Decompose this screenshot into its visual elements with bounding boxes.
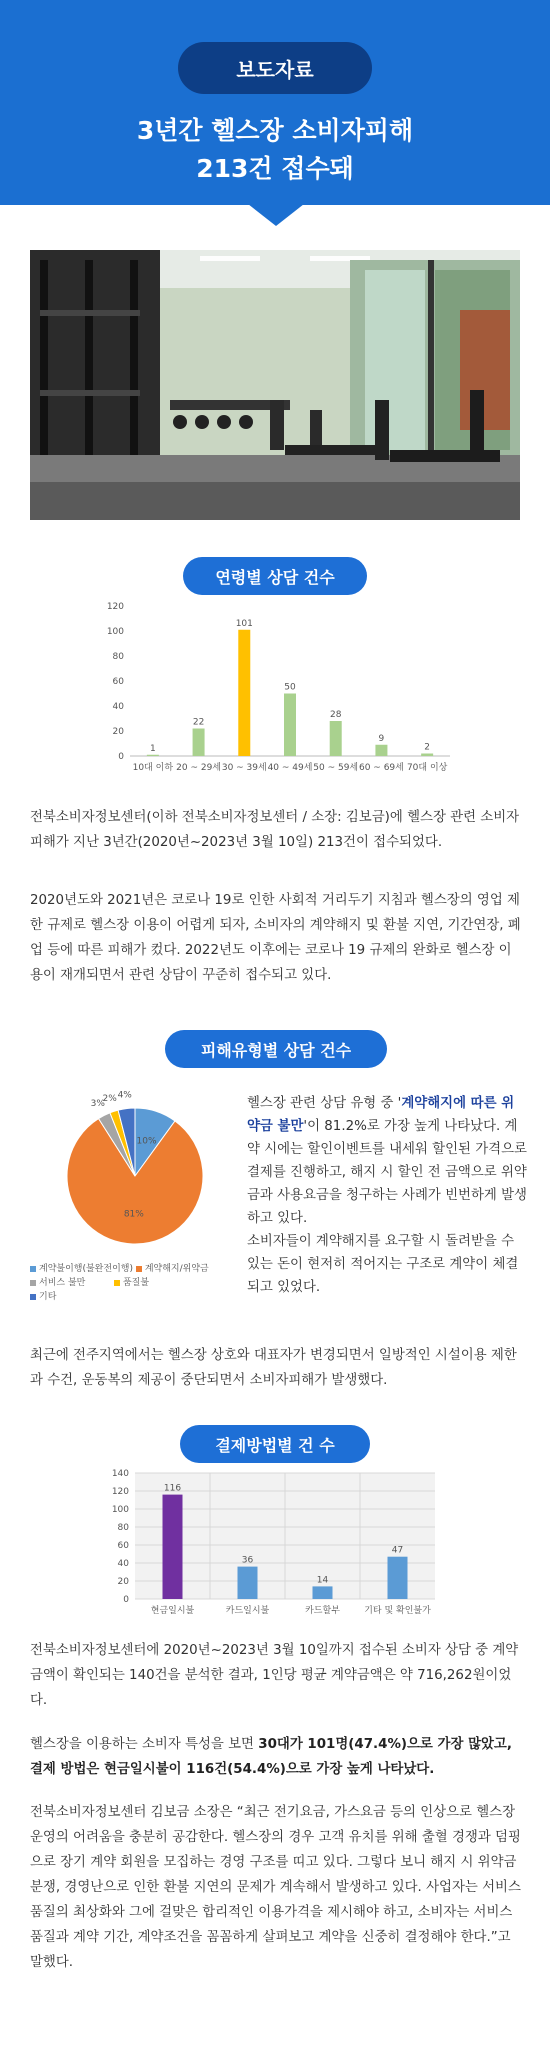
payment-bar-chart xyxy=(105,1467,445,1627)
data-label: 14 xyxy=(316,1575,329,1586)
y-tick-label: 60 xyxy=(117,1541,129,1551)
headline-line1: 3년간 헬스장 소비자피해 xyxy=(136,116,414,145)
hero-arrow xyxy=(248,204,304,226)
covid-paragraph: 2020년도와 2021년은 코로나 19로 인한 사회적 거리두기 지침과 헬스장의 영업 제한 규제로 헬스장 이용이 어렵게 되자, 소비자의 계약해지 및 환불 지연, 기간연장, 폐업 등에 따른 피해가 컸다. 2022년도 이후에는 코로나 19 규제의 완화로 헬스장 이용이 재개되면서 관련 상담이 꾸준히 접수되고 있다. xyxy=(30,893,521,983)
slice-label: 81% xyxy=(123,1209,144,1220)
bar xyxy=(193,729,205,757)
data-label: 1 xyxy=(149,743,156,754)
bar xyxy=(238,1567,258,1599)
x-tick-label: 20 ~ 29세 xyxy=(176,763,222,773)
data-label: 2 xyxy=(424,742,431,753)
jeonju-paragraph: 최근에 전주지역에서는 헬스장 상호와 대표자가 변경되면서 일방적인 시설이용 제한과 수건, 운동복의 제공이 중단되면서 소비자피해가 발생했다. xyxy=(30,1348,517,1388)
x-tick-label: 카드할부 xyxy=(305,1606,340,1616)
y-tick-label: 40 xyxy=(117,1559,129,1569)
y-tick-label: 100 xyxy=(111,1505,129,1515)
bar xyxy=(375,745,387,756)
y-tick-label: 0 xyxy=(123,1595,129,1605)
gym-photo xyxy=(30,250,520,520)
bar xyxy=(330,721,342,756)
x-tick-label: 50 ~ 59세 xyxy=(313,763,359,773)
data-label: 116 xyxy=(163,1483,182,1494)
legend-label: 계약불이행(불완전이행) xyxy=(39,1264,133,1274)
data-label: 50 xyxy=(284,682,296,693)
data-label: 22 xyxy=(192,717,205,728)
damage-pie-chart xyxy=(40,1088,240,1258)
x-tick-label: 카드일시불 xyxy=(225,1606,270,1616)
legend-label: 서비스 불만 xyxy=(39,1278,86,1288)
director-quote-paragraph: 전북소비자정보센터 김보금 소장은 “최근 전기요금, 가스요금 등의 인상으로 헬스장 운영의 어려움을 충분히 공감한다. 헬스장의 경우 고객 유치를 위해 출혈 경쟁과 덤핑으로 장기 계약 회원을 모집하는 경영 구조를 띠고 있다. 그렇다 보니 해지 시 위약금 분쟁, 경영난으로 인한 환불 지연의 문제가 계속해서 발생하고 있다. 사업자는 서비스 품질의 최상화와 그에 걸맞은 합리적인 이용가격을 제시해야 하고, 소비자는 서비스 품질과 계약 기간, 계약조건을 꼼꼼하게 살펴보고 계약을 신중히 결정해야 한다.”고 말했다. xyxy=(30,1805,521,1970)
y-tick-label: 120 xyxy=(106,602,124,612)
age-section-title: 연령별 상담 건수 xyxy=(183,557,367,595)
x-tick-label: 기타 및 확인불가 xyxy=(364,1606,431,1616)
bar xyxy=(163,1495,183,1599)
y-tick-label: 80 xyxy=(117,1523,129,1533)
y-tick-label: 0 xyxy=(118,752,124,762)
slice-label: 10% xyxy=(136,1136,157,1147)
damage-section-title: 피해유형별 상담 건수 xyxy=(165,1030,387,1068)
bar xyxy=(284,694,296,757)
data-label: 28 xyxy=(329,710,342,720)
data-label: 36 xyxy=(241,1555,254,1566)
legend-label: 계약해지/위약금 xyxy=(144,1264,209,1274)
bar xyxy=(238,630,250,756)
pie-legend xyxy=(30,1262,230,1304)
y-tick-label: 20 xyxy=(112,727,124,737)
x-tick-label: 30 ~ 39세 xyxy=(221,763,267,773)
bar xyxy=(313,1586,333,1599)
y-tick-label: 60 xyxy=(112,677,124,687)
x-tick-label: 70대 이상 xyxy=(406,763,448,773)
intro-paragraph: 전북소비자정보센터(이하 전북소비자정보센터 / 소장: 김보금)에 헬스장 관련 소비자피해가 지난 3년간(2020년~2023년 3월 10일) 213건이 접수되었다. xyxy=(30,810,520,850)
data-label: 47 xyxy=(391,1545,404,1556)
payment-section-title: 결제방법별 건 수 xyxy=(180,1425,370,1463)
headline-line2: 213건 접수돼 xyxy=(196,154,354,183)
y-tick-label: 140 xyxy=(111,1469,129,1479)
y-tick-label: 40 xyxy=(112,702,124,712)
slice-label: 3% xyxy=(90,1098,105,1109)
contract-amount-paragraph: 전북소비자정보센터에 2020년~2023년 3월 10일까지 접수된 소비자 상담 중 계약금액이 확인되는 140건을 분석한 결과, 1인당 평균 계약금액은 약 716,262원이었다. xyxy=(30,1643,519,1708)
data-label: 101 xyxy=(235,618,253,629)
slice-label: 4% xyxy=(117,1090,132,1101)
x-tick-label: 10대 이하 xyxy=(132,763,174,773)
legend-label: 기타 xyxy=(39,1292,57,1302)
press-release-badge: 보도자료 xyxy=(178,42,372,94)
bold-summary: 30대가 101명(47.4%)으로 가장 많았고, 결제 방법은 현금일시불이 116건(54.4%)으로 가장 높게 나타났다. xyxy=(30,1737,512,1777)
damage-description: 헬스장 관련 상담 유형 중 '계약해지에 따른 위약금 불만'이 81.2%로 가장 높게 나타났다. 계약 시에는 할인이벤트를 내세워 할인된 가격으로 결제를 진행하고, 해지 시 할인 전 금액으로 위약금과 사용요금을 청구하는 사례가 빈번하게 발생하고 있다. 소비자들이 계약해지를 요구할 시 돌려받을 수 있는 돈이 현저히 적어지는 구조로 계약이 체결되고 있었다. xyxy=(247,1096,527,1295)
age-bar-chart xyxy=(100,598,460,783)
y-tick-label: 100 xyxy=(106,627,124,637)
bar xyxy=(388,1557,408,1599)
highlight-text: 계약해지에 따른 위약금 불만 xyxy=(247,1096,515,1134)
y-tick-label: 20 xyxy=(117,1577,129,1587)
slice-label: 2% xyxy=(102,1094,117,1105)
legend-label: 품질불 xyxy=(122,1278,150,1288)
y-tick-label: 120 xyxy=(111,1487,129,1497)
x-tick-label: 현금일시불 xyxy=(150,1606,195,1616)
gym-illustration xyxy=(30,250,520,520)
data-label: 9 xyxy=(378,733,385,744)
x-tick-label: 40 ~ 49세 xyxy=(267,763,313,773)
bar xyxy=(421,754,433,757)
bar xyxy=(147,755,159,756)
consumer-trait-paragraph: 헬스장을 이용하는 소비자 특성을 보면 30대가 101명(47.4%)으로 가장 많았고, 결제 방법은 현금일시불이 116건(54.4%)으로 가장 높게 나타났다. xyxy=(30,1737,512,1777)
y-tick-label: 80 xyxy=(112,652,124,662)
x-tick-label: 60 ~ 69세 xyxy=(358,763,404,773)
